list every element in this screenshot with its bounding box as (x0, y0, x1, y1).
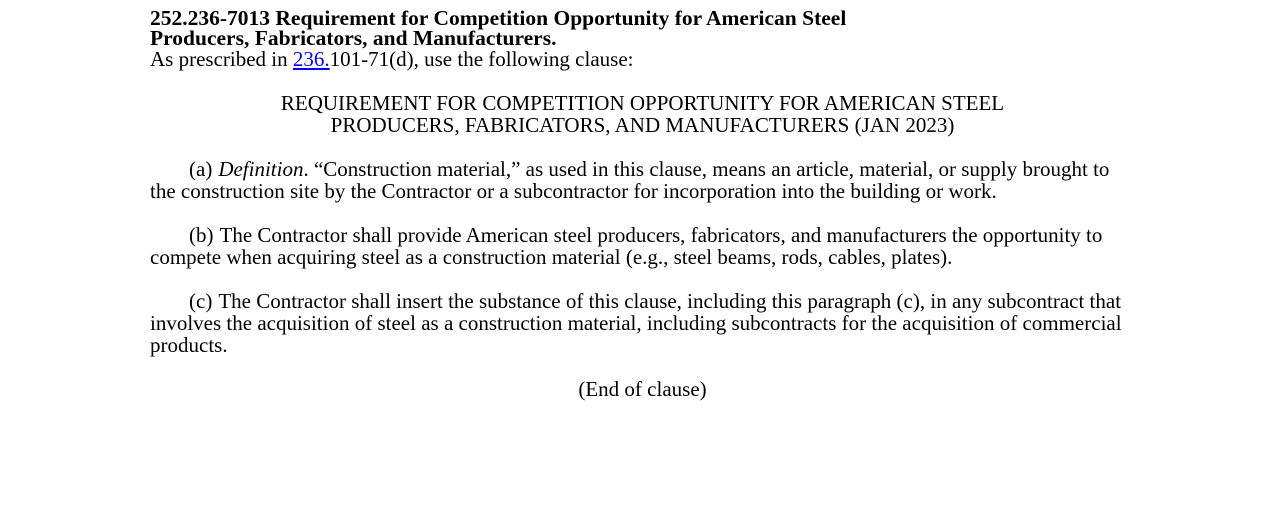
prescription-line (150, 48, 1135, 70)
clause-title (150, 92, 1135, 136)
paragraph-a-label: (a) (189, 157, 213, 181)
section-236-link[interactable]: 236. (292, 47, 330, 71)
prescription-text-before: As prescribed in (150, 47, 293, 71)
paragraph-b-text: The Contractor shall provide American steel producers, fabricators, and manufacturers the opportunity to compete when acquiring steel as a construction material (e.g., steel beams, rods, cables, plates). (150, 223, 1103, 269)
clause-heading (150, 8, 1135, 48)
paragraph-c-text: The Contractor shall insert the substance of this clause, including this paragraph (c), in any subcontract that involves the acquisition of steel as a construction material, including subcontracts for the acquisition of commercial products. (150, 289, 1122, 357)
paragraph-b (150, 224, 1135, 268)
clause-document (150, 8, 1135, 400)
paragraph-c (150, 290, 1135, 356)
paragraph-c-label: (c) (189, 289, 213, 313)
clause-title-line-1: REQUIREMENT FOR COMPETITION OPPORTUNITY FOR AMERICAN STEEL (280, 91, 1005, 115)
clause-heading-line-2: Producers, Fabricators, and Manufacturers. (150, 26, 557, 50)
paragraph-a-text: . “Construction material,” as used in this clause, means an article, material, or supply brought to the construction site by the Contractor or a subcontractor for incorporation into the building or work. (150, 157, 1110, 203)
end-of-clause: (End of clause) (578, 377, 707, 401)
paragraph-a (150, 158, 1135, 202)
paragraph-b-label: (b) (189, 223, 214, 247)
prescription-text-after: 101-71(d), use the following clause: (329, 47, 634, 71)
paragraph-a-term: Definition (218, 157, 304, 181)
clause-title-line-2: PRODUCERS, FABRICATORS, AND MANUFACTURERS (JAN 2023) (330, 113, 955, 137)
clause-heading-line-1: 252.236-7013 Requirement for Competition Opportunity for American Steel (150, 6, 847, 30)
